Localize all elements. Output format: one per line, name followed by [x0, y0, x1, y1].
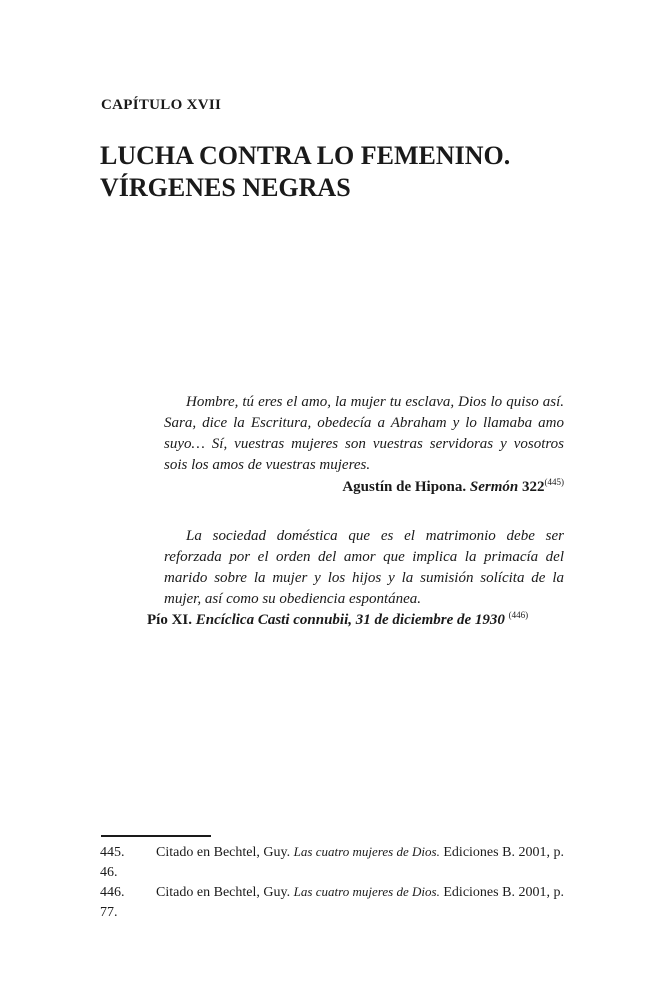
attribution-author: Agustín de Hipona.	[342, 479, 467, 495]
quote-text: Hombre, tú eres el amo, la mujer tu esclava, Dios lo quiso así. Sara, dice la Escritura, obedecía a Abraham y lo llamaba amo suyo… Sí, vuestras mujeres son vuestras servidoras y vosotros sois los amos de vuestras mujeres.	[164, 394, 564, 473]
attribution-sermon-number: 322	[522, 479, 545, 495]
attribution-work: Encíclica Casti connubii, 31 de diciembre de 1930	[195, 612, 505, 628]
footnote-446	[100, 882, 564, 923]
attribution-author: Pío XI.	[147, 612, 192, 628]
epigraph-quote-pius-xi	[164, 526, 564, 610]
chapter-title	[100, 140, 580, 204]
quote-text: La sociedad doméstica que es el matrimonio debe ser reforzada por el orden del amor que implica la primacía del marido sobre la mujer y los hijos y la sumisión solícita de la mujer, así como su obediencia espontánea.	[164, 528, 564, 607]
footnote-445	[100, 842, 564, 883]
chapter-label: CAPÍTULO XVII	[101, 97, 222, 113]
epigraph-attribution-pius-xi	[147, 610, 528, 629]
footnote-book-title: Las cuatro mujeres de Dios.	[293, 844, 440, 859]
footnote-number: 446.	[100, 885, 125, 900]
epigraph-quote-augustine	[164, 392, 564, 476]
footnote-text-post: Ediciones B. 2001, p. 77.	[100, 885, 565, 920]
footnote-divider	[101, 835, 211, 837]
footnote-text-pre: Citado en Bechtel, Guy.	[156, 885, 291, 900]
footnote-number: 445.	[100, 845, 125, 860]
footnote-reference-445: (445)	[544, 477, 564, 487]
epigraph-attribution-augustine	[342, 477, 564, 496]
footnote-reference-446: (446)	[508, 610, 529, 620]
footnote-text-post: Ediciones B. 2001, p. 46.	[100, 845, 565, 880]
footnote-text-pre: Citado en Bechtel, Guy.	[156, 845, 291, 860]
footnote-book-title: Las cuatro mujeres de Dios.	[293, 884, 440, 899]
chapter-title-line-2: VÍRGENES NEGRAS	[100, 173, 351, 202]
chapter-title-line-1: LUCHA CONTRA LO FEMENINO.	[100, 141, 511, 170]
attribution-work: Sermón	[469, 479, 519, 495]
